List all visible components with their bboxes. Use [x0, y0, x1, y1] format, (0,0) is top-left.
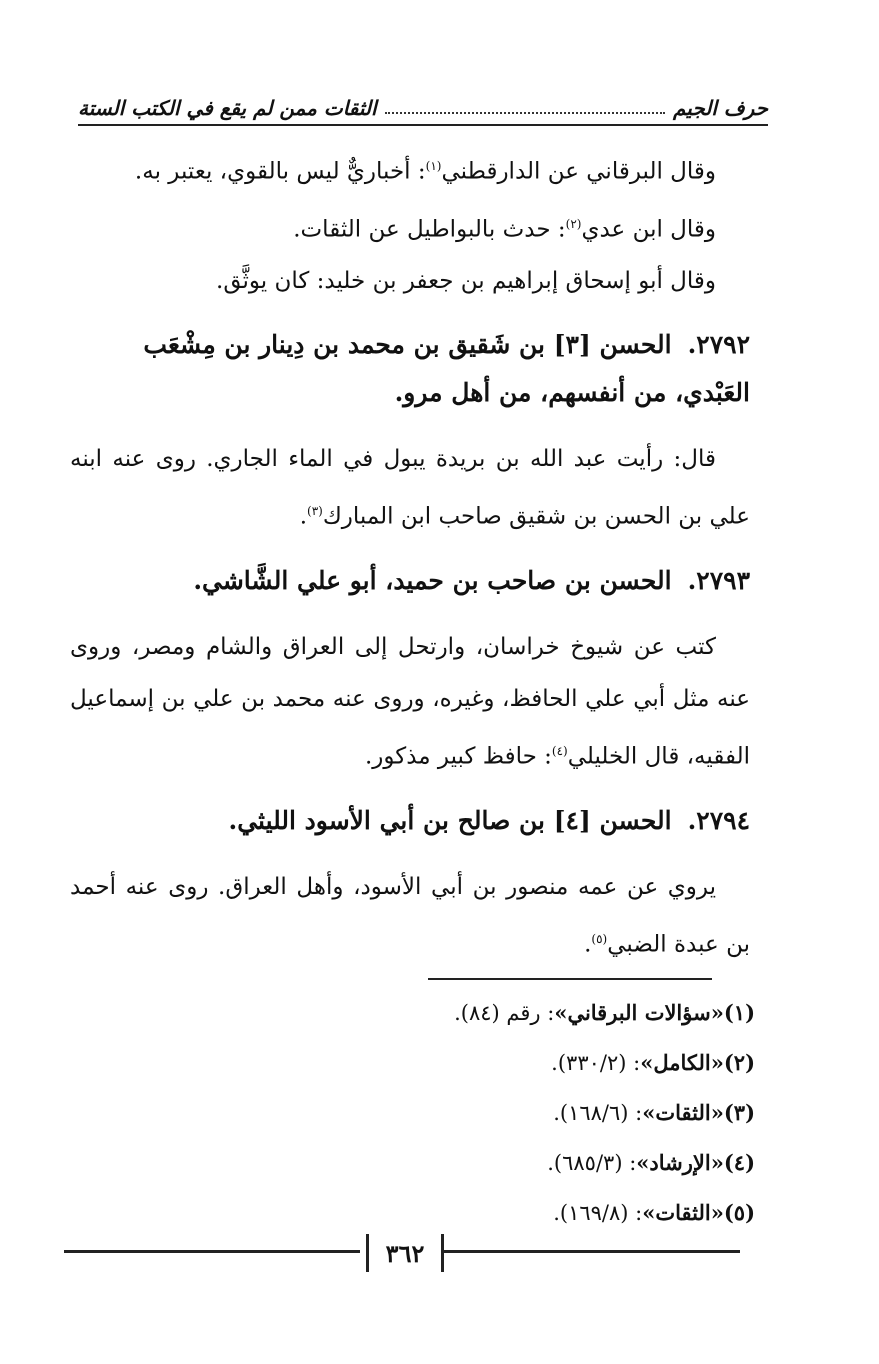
intro-line-rest: : أخباريٌّ ليس بالقوي، يعتبر به.	[134, 158, 426, 185]
entry-body	[70, 621, 750, 783]
intro-line	[70, 140, 750, 198]
footnote	[195, 1038, 755, 1088]
entry-heading	[70, 797, 750, 845]
footnote-divider	[428, 978, 712, 980]
entry-number: ٢٧٩٣.	[687, 565, 750, 595]
footnote-number: (١)	[723, 1000, 755, 1025]
footnote-source: «الثقات»	[642, 1100, 724, 1125]
footnote-source: «الإرشاد»	[636, 1150, 724, 1175]
footnote-number: (٤)	[723, 1150, 755, 1175]
footer-rule-left	[64, 1250, 360, 1253]
footnote-ref: (١)	[425, 159, 442, 173]
entry-title: الحسن بن صاحب بن حميد، أبو علي الشَّاشي.	[193, 565, 672, 595]
entry-number: ٢٧٩٤.	[687, 805, 750, 835]
footnote-detail: : (١٦٨/٦).	[553, 1101, 643, 1125]
entry-heading	[70, 321, 750, 417]
footnote-source: «الكامل»	[640, 1050, 724, 1075]
footnote-detail: : (١٦٩/٨).	[553, 1201, 643, 1225]
footnote-ref: (٢)	[565, 216, 582, 231]
main-text	[70, 140, 750, 970]
running-header	[78, 86, 768, 126]
intro-line-text: وقال ابن عدي	[581, 216, 716, 243]
header-section: حرف الجيم	[673, 96, 768, 120]
footnote	[195, 1088, 755, 1138]
footnote-source: «سؤالات البرقاني»	[554, 1000, 724, 1025]
entry-number: ٢٧٩٢.	[687, 330, 750, 360]
entry-body-text: يروي عن عمه منصور بن أبي الأسود، وأهل العراق. روى عنه أحمد بن عبدة الضبي	[70, 873, 750, 958]
entry-body-tail: : حافظ كبير مذكور.	[364, 743, 552, 770]
intro-line-rest: : حدث بالبواطيل عن الثقات.	[293, 216, 566, 243]
intro-line-text: وقال البرقاني عن الدارقطني	[441, 158, 716, 185]
entry-body	[70, 861, 750, 971]
footnote	[195, 988, 755, 1038]
intro-line	[70, 255, 750, 307]
header-book-title: الثقات ممن لم يقع في الكتب الستة	[78, 96, 377, 120]
entry-body-tail: .	[584, 931, 592, 958]
entry-body-text: قال: رأيت عبد الله بن بريدة يبول في الماء الجاري. روى عنه ابنه علي بن الحسن بن شقيق صاحب ابن المبارك	[70, 446, 750, 530]
intro-line	[70, 198, 750, 256]
footnote-ref: (٤)	[551, 743, 568, 758]
footnote	[195, 1138, 755, 1188]
footnote-number: (٢)	[723, 1050, 755, 1075]
footnote-ref: (٥)	[591, 931, 608, 946]
header-dots	[385, 112, 665, 114]
footnote-number: (٥)	[723, 1200, 755, 1225]
entry-title: الحسن [٤] بن صالح بن أبي الأسود الليثي.	[228, 805, 672, 835]
page-number: ٣٦٢	[366, 1234, 444, 1272]
intro-line-text: وقال أبو إسحاق إبراهيم بن جعفر بن خليد: كان يوثَّق.	[216, 268, 716, 295]
entry-body-tail: .	[299, 503, 308, 530]
entry-heading	[70, 557, 750, 605]
entry-body-text: كتب عن شيوخ خراسان، وارتحل إلى العراق والشام ومصر، وروى عنه مثل أبي علي الحافظ، وغيره، وروى عنه محمد بن علي بن إسماعيل الفقيه، قال الخليلي	[70, 633, 750, 770]
footnote-source: «الثقات»	[642, 1200, 724, 1225]
footnote-detail: : (٣٣٠/٢).	[551, 1051, 641, 1075]
entry-body	[70, 433, 750, 543]
footnote-ref: (٣)	[307, 504, 323, 519]
footnotes	[195, 988, 755, 1238]
footnote	[195, 1188, 755, 1238]
footnote-detail: : (٦٨٥/٣).	[547, 1151, 637, 1175]
footnote-detail: : رقم (٨٤).	[454, 1001, 555, 1025]
footnote-number: (٣)	[723, 1100, 755, 1125]
footer-rule-right	[444, 1250, 740, 1253]
entry-title: الحسن [٣] بن شَقيق بن محمد بن دِينار بن مِشْعَب العَبْدي، من أنفسهم، من أهل مرو.	[143, 330, 750, 408]
